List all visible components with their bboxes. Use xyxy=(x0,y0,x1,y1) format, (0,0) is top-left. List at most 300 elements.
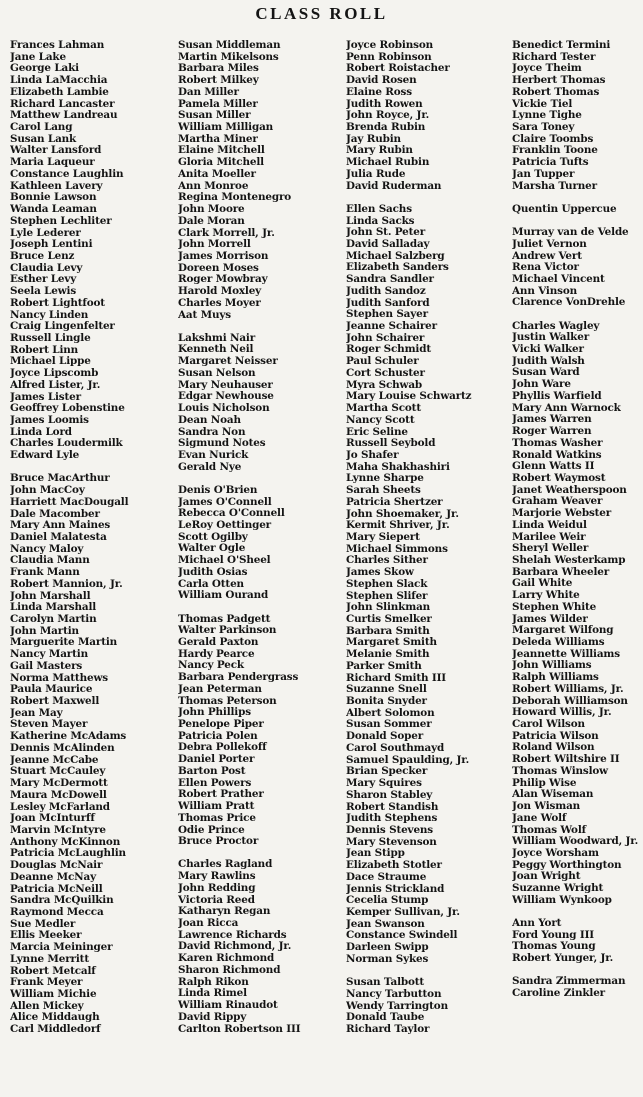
student-name: Raymond Mecca xyxy=(10,906,104,918)
student-name: Gail Masters xyxy=(10,660,83,672)
student-name: Claudia Levy xyxy=(10,262,83,274)
student-name: John Martin xyxy=(10,625,79,637)
student-name: William Ourand xyxy=(178,590,269,602)
student-name: Odie Prince xyxy=(178,824,245,836)
student-name: Bruce Lenz xyxy=(10,250,75,262)
student-name: Stephen Lechliter xyxy=(10,215,112,227)
student-name: Sheryl Weller xyxy=(512,543,589,555)
student-name: Hardy Pearce xyxy=(178,648,255,660)
student-name: Philip Wise xyxy=(512,777,577,789)
student-name: Judith Sanford xyxy=(346,297,430,309)
student-name: Mary Rubin xyxy=(346,145,413,157)
student-name: Martha Miner xyxy=(178,133,258,145)
student-name: Pamela Miller xyxy=(178,98,258,110)
student-name: Carol Lang xyxy=(10,122,73,134)
student-name: Stephen Slack xyxy=(346,578,428,590)
student-name: Maura McDowell xyxy=(10,789,107,801)
student-name: Samuel Spaulding, Jr. xyxy=(346,754,470,766)
name-group xyxy=(178,485,338,602)
student-name: Douglas McNair xyxy=(10,860,103,872)
student-name: Frances Lahman xyxy=(10,40,105,51)
student-name: Karen Richmond xyxy=(178,953,275,965)
student-name: Bruce MacArthur xyxy=(10,473,110,485)
student-name: Nancy Linden xyxy=(10,309,89,321)
student-name: Kermit Shriver, Jr. xyxy=(346,520,450,532)
name-group xyxy=(346,40,506,192)
student-name: Joseph Lentini xyxy=(10,239,93,251)
student-name: Robert Prather xyxy=(178,789,264,801)
student-name: Thomas Peterson xyxy=(178,695,277,707)
student-name: Joyce Robinson xyxy=(346,40,434,51)
student-name: Ronald Watkins xyxy=(512,449,602,461)
class-roll-columns xyxy=(8,40,643,1090)
student-name: Mary Ann Warnock xyxy=(512,402,621,414)
student-name: Jean Swanson xyxy=(346,918,425,930)
student-name: Dale Moran xyxy=(178,215,245,227)
student-name: Ford Young III xyxy=(512,929,595,941)
student-name: Deleda Williams xyxy=(512,637,605,648)
name-group xyxy=(178,859,338,1035)
student-name: Glenn Watts II xyxy=(512,461,595,473)
student-name: Jo Shafer xyxy=(346,449,399,461)
student-name: Richard Tester xyxy=(512,51,596,63)
student-name: Parker Smith xyxy=(346,660,422,672)
student-name: Jeannette Williams xyxy=(512,648,620,660)
student-name: William Pratt xyxy=(178,801,255,813)
student-name: Charles Wagley xyxy=(512,320,600,332)
student-name: George Laki xyxy=(10,63,79,75)
name-group xyxy=(512,918,643,965)
student-name: Allen Mickey xyxy=(10,1000,84,1012)
student-name: Lawrence Richards xyxy=(178,929,287,941)
student-name: Mary Louise Schwartz xyxy=(346,391,472,403)
student-name: Andrew Vert xyxy=(512,250,582,262)
student-name: Carol Southmayd xyxy=(346,742,445,754)
student-name: Vickie Tiel xyxy=(512,98,573,110)
student-name: Barbara Smith xyxy=(346,625,430,637)
student-name: Michael Rubin xyxy=(346,157,430,169)
student-name: Michael Vincent xyxy=(512,273,605,285)
roll-column-1 xyxy=(10,40,170,1047)
student-name: Rebecca O'Connell xyxy=(178,508,285,520)
student-name: Mary Siepert xyxy=(346,531,420,543)
student-name: Maha Shakhashiri xyxy=(346,461,450,473)
student-name: Sandra Non xyxy=(178,426,246,438)
student-name: Mary Neuhauser xyxy=(178,379,273,391)
student-name: Barbara Pendergrass xyxy=(178,672,299,684)
student-name: Daniel Malatesta xyxy=(10,531,107,543)
student-name: Thomas Winslow xyxy=(512,765,608,777)
roll-column-2 xyxy=(178,40,338,1047)
student-name: Linda Sacks xyxy=(346,215,415,227)
student-name: Robert Milkey xyxy=(178,75,259,87)
student-name: Ellis Meeker xyxy=(10,930,82,942)
student-name: Kenneth Neil xyxy=(178,344,254,356)
student-name: William Woodward, Jr. xyxy=(512,836,639,848)
student-name: Mary McDermott xyxy=(10,778,108,790)
student-name: David Salladay xyxy=(346,239,430,250)
student-name: Gerald Nye xyxy=(178,461,242,473)
student-name: Judith Walsh xyxy=(512,355,585,367)
student-name: Claudia Mann xyxy=(10,555,90,567)
student-name: Ralph Williams xyxy=(512,672,599,684)
student-name: Robert Metcalf xyxy=(10,965,96,977)
student-name: Stephen Sayer xyxy=(346,309,428,321)
student-name: Larry White xyxy=(512,590,580,602)
student-name: Carol Wilson xyxy=(512,719,585,731)
student-name: William Wynkoop xyxy=(512,894,612,906)
student-name: Susan Nelson xyxy=(178,367,256,379)
student-name: Nancy Martin xyxy=(10,649,88,661)
student-name: Victoria Reed xyxy=(178,894,255,906)
student-name: Patricia McNeill xyxy=(10,883,103,895)
student-name: Patricia Polen xyxy=(178,730,258,742)
student-name: Judith Stephens xyxy=(346,813,438,825)
student-name: Anita Moeller xyxy=(178,168,256,180)
student-name: Marguerite Martin xyxy=(10,637,118,649)
student-name: Carlton Robertson III xyxy=(178,1023,301,1035)
student-name: Susan Lank xyxy=(10,133,77,145)
student-name: Norman Sykes xyxy=(346,953,429,965)
student-name: Regina Montenegro xyxy=(178,192,292,204)
student-name: Doreen Moses xyxy=(178,262,259,274)
student-name: Martha Scott xyxy=(346,403,421,415)
student-name: David Ruderman xyxy=(346,180,442,192)
student-name: Elizabeth Sanders xyxy=(346,262,449,274)
student-name: Kemper Sullivan, Jr. xyxy=(346,906,460,918)
student-name: John Williams xyxy=(512,660,592,672)
student-name: Eric Seline xyxy=(346,426,408,438)
name-group xyxy=(346,204,506,966)
student-name: John MacCoy xyxy=(10,485,85,497)
student-name: Sandra McQuilkin xyxy=(10,895,114,907)
student-name: Barbara Wheeler xyxy=(512,566,610,578)
student-name: Cort Schuster xyxy=(346,367,425,379)
student-name: Susan Ward xyxy=(512,367,580,379)
student-name: Robert Linn xyxy=(10,344,79,356)
student-name: Carl Middledorf xyxy=(10,1024,101,1036)
student-name: Mary Stevenson xyxy=(346,836,437,848)
student-name: Robert Williams, Jr. xyxy=(512,683,624,695)
student-name: Richard Lancaster xyxy=(10,98,115,110)
student-name: Robert Maxwell xyxy=(10,696,100,708)
student-name: Esther Levy xyxy=(10,274,77,286)
student-name: Patricia Wilson xyxy=(512,730,599,742)
student-name: Debra Pollekoff xyxy=(178,742,267,754)
student-name: John Royce, Jr. xyxy=(346,110,430,122)
student-name: Charles Sither xyxy=(346,555,428,567)
student-name: John St. Peter xyxy=(346,227,426,239)
student-name: Robert Thomas xyxy=(512,86,600,98)
student-name: Richard Taylor xyxy=(346,1023,430,1035)
student-name: Aat Muys xyxy=(178,309,231,321)
student-name: Jean Stipp xyxy=(346,848,405,860)
student-name: Dean Noah xyxy=(178,414,241,426)
student-name: Roger Warren xyxy=(512,426,592,438)
student-name: Seela Lewis xyxy=(10,286,77,298)
student-name: David Richmond, Jr. xyxy=(178,941,292,953)
student-name: Susan Miller xyxy=(178,110,251,122)
student-name: Joyce Lipscomb xyxy=(10,368,99,380)
student-name: Sigmund Notes xyxy=(178,438,266,450)
student-name: Stephen Slifer xyxy=(346,590,428,602)
student-name: Michael Simmons xyxy=(346,543,448,555)
student-name: Ralph Rikon xyxy=(178,976,249,988)
student-name: Mary Rawlins xyxy=(178,871,256,883)
student-name: Clark Morrell, Jr. xyxy=(178,227,275,239)
student-name: Nancy Maloy xyxy=(10,543,84,555)
student-name: Maria Laqueur xyxy=(10,157,95,169)
student-name: James Loomis xyxy=(10,415,89,426)
student-name: Judith Rowen xyxy=(346,98,423,110)
student-name: Gloria Mitchell xyxy=(178,157,264,169)
student-name: John Redding xyxy=(178,882,256,894)
student-name: Elaine Ross xyxy=(346,86,412,98)
student-name: Alfred Lister, Jr. xyxy=(10,379,101,391)
student-name: Deborah Williamson xyxy=(512,695,628,707)
student-name: Michael Lippe xyxy=(10,356,91,368)
student-name: William Milligan xyxy=(178,122,274,134)
student-name: Nancy Peck xyxy=(178,660,244,672)
name-group xyxy=(10,473,170,1036)
student-name: Sandra Zimmerman xyxy=(512,976,626,988)
student-name: Geoffrey Lobenstine xyxy=(10,403,125,415)
student-name: Margaret Neisser xyxy=(178,356,278,368)
student-name: Dennis Stevens xyxy=(346,824,434,836)
student-name: Lyle Lederer xyxy=(10,227,81,239)
student-name: Lynne Sharpe xyxy=(346,473,424,485)
student-name: Richard Smith III xyxy=(346,672,447,684)
student-name: Janet Weatherspoon xyxy=(512,484,627,496)
student-name: Barbara Miles xyxy=(178,63,259,75)
student-name: Suzanne Snell xyxy=(346,684,427,696)
student-name: Carla Otten xyxy=(178,578,244,590)
student-name: Daniel Porter xyxy=(178,754,255,766)
name-group xyxy=(512,321,643,907)
student-name: Charles Moyer xyxy=(178,297,261,309)
student-name: Thomas Wolf xyxy=(512,824,586,836)
student-name: Nancy Scott xyxy=(346,414,415,426)
student-name: Curtis Smelker xyxy=(346,614,432,625)
student-name: Margaret Wilfong xyxy=(512,625,614,637)
student-name: Steven Mayer xyxy=(10,719,88,731)
student-name: John Phillips xyxy=(178,707,251,719)
student-name: Lynne Merritt xyxy=(10,953,89,965)
student-name: Joan McInturff xyxy=(10,813,95,825)
student-name: Cecelia Stump xyxy=(346,895,429,907)
student-name: Jan Tupper xyxy=(512,168,575,180)
name-group xyxy=(512,40,643,192)
student-name: Joyce Worsham xyxy=(512,847,599,859)
student-name: James Skow xyxy=(346,567,414,579)
student-name: Nancy Tarbutton xyxy=(346,988,442,1000)
student-name: Jean Peterman xyxy=(178,683,262,695)
student-name: Howard Willis, Jr. xyxy=(512,707,612,719)
student-name: Kathleen Lavery xyxy=(10,180,103,192)
student-name: Thomas Price xyxy=(178,812,256,824)
student-name: Marjorie Webster xyxy=(512,508,612,520)
student-name: Mary Squires xyxy=(346,778,422,790)
student-name: Gail White xyxy=(512,578,573,590)
student-name: Lynne Tighe xyxy=(512,110,582,122)
student-name: Alan Wiseman xyxy=(512,789,594,801)
student-name: Barton Post xyxy=(178,765,246,777)
student-name: Edgar Newhouse xyxy=(178,391,274,403)
student-name: John Morrell xyxy=(178,239,251,251)
student-name: Patricia Shertzer xyxy=(346,496,443,508)
student-name: Linda Weidul xyxy=(512,519,587,531)
student-name: Marcia Meininger xyxy=(10,942,113,954)
student-name: Herbert Thomas xyxy=(512,75,606,87)
student-name: Marvin McIntyre xyxy=(10,824,106,836)
student-name: Frank Mann xyxy=(10,567,80,579)
student-name: Albert Solomon xyxy=(346,707,435,719)
student-name: Donald Soper xyxy=(346,731,424,743)
student-name: Marsha Turner xyxy=(512,180,597,192)
student-name: Walter Ogle xyxy=(178,543,246,555)
student-name: Susan Sommer xyxy=(346,719,432,731)
student-name: Justin Walker xyxy=(512,332,590,344)
student-name: Sara Toney xyxy=(512,122,575,134)
student-name: Ann Vinson xyxy=(512,285,578,297)
student-name: Graham Weaver xyxy=(512,496,603,508)
student-name: Penelope Piper xyxy=(178,719,264,731)
student-name: Bruce Proctor xyxy=(178,836,259,848)
student-name: Robert Mannion, Jr. xyxy=(10,578,123,590)
student-name: Scott Ogilby xyxy=(178,531,248,543)
name-group xyxy=(512,204,643,216)
student-name: Dale Macomber xyxy=(10,508,100,520)
student-name: Donald Taube xyxy=(346,1012,425,1024)
student-name: Robert Standish xyxy=(346,801,439,813)
student-name: Sharon Richmond xyxy=(178,964,281,976)
student-name: Ann Monroe xyxy=(178,180,249,192)
student-name: Roger Mowbray xyxy=(178,274,268,286)
student-name: Phyllis Warfield xyxy=(512,390,602,402)
student-name: Deanne McNay xyxy=(10,871,96,883)
student-name: Claire Toombs xyxy=(512,133,594,145)
student-name: Darleen Swipp xyxy=(346,942,429,954)
student-name: Juliet Vernon xyxy=(512,238,587,250)
student-name: Frank Meyer xyxy=(10,977,83,989)
student-name: Carolyn Martin xyxy=(10,614,97,625)
name-group xyxy=(512,227,643,309)
student-name: Quentin Uppercue xyxy=(512,203,617,215)
student-name: Judith Sandoz xyxy=(346,285,426,297)
student-name: Harold Moxley xyxy=(178,286,262,298)
student-name: Thomas Washer xyxy=(512,437,603,449)
student-name: Penn Robinson xyxy=(346,51,432,63)
student-name: Katharyn Regan xyxy=(178,906,271,918)
student-name: Walter Parkinson xyxy=(178,625,277,637)
student-name: Craig Lingenfelter xyxy=(10,321,115,333)
student-name: James O'Connell xyxy=(178,496,272,508)
student-name: Linda Rimel xyxy=(178,988,247,1000)
student-name: Sarah Sheets xyxy=(346,485,421,497)
student-name: Stuart McCauley xyxy=(10,766,106,778)
student-name: John Schairer xyxy=(346,332,425,344)
student-name: James Lister xyxy=(10,391,81,403)
student-name: Constance Laughlin xyxy=(10,168,124,180)
name-group xyxy=(178,40,338,321)
student-name: Wendy Tarrington xyxy=(346,1000,448,1012)
student-name: Harriett MacDougall xyxy=(10,496,129,508)
student-name: Linda Lord xyxy=(10,426,72,438)
student-name: Sue Medler xyxy=(10,918,76,930)
student-name: John Marshall xyxy=(10,590,91,602)
student-name: William Rinaudot xyxy=(178,1000,278,1012)
student-name: Franklin Toone xyxy=(512,145,598,157)
name-group xyxy=(178,614,338,848)
name-group xyxy=(346,977,506,1036)
student-name: Constance Swindell xyxy=(346,930,458,942)
student-name: Peggy Worthington xyxy=(512,859,622,871)
student-name: Joyce Theim xyxy=(512,63,582,75)
student-name: Joan Ricca xyxy=(178,918,239,930)
student-name: Thomas Padgett xyxy=(178,613,271,625)
student-name: Susan Talbott xyxy=(346,977,425,989)
student-name: Marilee Weir xyxy=(512,531,586,543)
student-name: Charles Ragland xyxy=(178,859,273,871)
student-name: Katherine McAdams xyxy=(10,731,127,743)
student-name: John Slinkman xyxy=(346,602,431,614)
student-name: Michael O'Sheel xyxy=(178,555,271,567)
student-name: Robert Roistacher xyxy=(346,63,450,75)
student-name: Louis Nicholson xyxy=(178,403,270,415)
student-name: Sharon Stabley xyxy=(346,789,433,801)
student-name: Lesley McFarland xyxy=(10,801,110,813)
student-name: James Warren xyxy=(512,414,592,426)
name-group xyxy=(178,333,338,474)
student-name: Jay Rubin xyxy=(346,133,401,145)
student-name: Suzanne Wright xyxy=(512,883,604,895)
student-name: Jane Wolf xyxy=(512,812,567,824)
student-name: Clarence VonDrehle xyxy=(512,297,626,309)
student-name: Caroline Zinkler xyxy=(512,988,606,1000)
student-name: James Morrison xyxy=(178,250,269,262)
student-name: Murray van de Velde xyxy=(512,227,629,239)
student-name: Myra Schwab xyxy=(346,379,423,391)
student-name: Linda LaMacchia xyxy=(10,75,108,87)
student-name: Dan Miller xyxy=(178,86,239,98)
student-name: Paul Schuler xyxy=(346,356,419,368)
student-name: Jane Lake xyxy=(10,51,66,63)
student-name: Roger Schmidt xyxy=(346,344,431,356)
student-name: Patricia McLaughlin xyxy=(10,848,126,860)
student-name: Roland Wilson xyxy=(512,742,595,754)
student-name: Dace Straume xyxy=(346,871,427,883)
student-name: Elizabeth Stotler xyxy=(346,860,442,872)
student-name: Elizabeth Lambie xyxy=(10,86,109,98)
student-name: Patricia Tufts xyxy=(512,157,589,169)
name-group xyxy=(10,40,170,462)
student-name: Alice Middaugh xyxy=(10,1012,100,1024)
student-name: Lakshmi Nair xyxy=(178,332,256,344)
student-name: Gerald Paxton xyxy=(178,637,259,648)
student-name: John Moore xyxy=(178,204,245,216)
student-name: Melanie Smith xyxy=(346,649,430,661)
page-title: CLASS ROLL xyxy=(255,4,388,23)
student-name: Matthew Landreau xyxy=(10,110,118,122)
student-name: James Wilder xyxy=(512,613,588,625)
student-name: Benedict Termini xyxy=(512,40,611,51)
student-name: Charles Loudermilk xyxy=(10,438,123,450)
student-name: Jennis Strickland xyxy=(346,883,445,895)
student-name: Ellen Powers xyxy=(178,777,252,789)
student-name: Stephen White xyxy=(512,601,597,613)
student-name: Rena Victor xyxy=(512,262,579,274)
student-name: Ann Yort xyxy=(512,918,562,930)
